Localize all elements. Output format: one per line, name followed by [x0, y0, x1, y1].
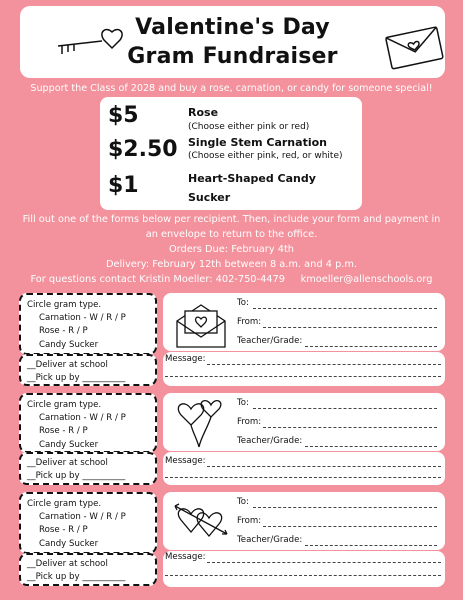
item-name: Rose	[188, 106, 219, 119]
teacher-label: Teacher/Grade:	[237, 436, 303, 446]
message-box	[163, 452, 445, 485]
recipient-box	[163, 293, 445, 351]
message-field[interactable]	[207, 364, 441, 365]
teacher-label: Teacher/Grade:	[237, 336, 303, 346]
item-name: Single Stem Carnation	[188, 136, 327, 149]
price: $1	[108, 173, 139, 198]
from-field[interactable]	[263, 427, 437, 428]
candy-option[interactable]: Candy Sucker	[39, 439, 99, 450]
message-box	[163, 352, 445, 386]
intro-text: Support the Class of 2028 and buy a rose, carnation, or candy for someone special!	[30, 83, 433, 94]
to-label: To:	[237, 298, 249, 308]
gram-type-box: Circle gram type. Carnation - W / R / P Rose - R / P Candy Sucker	[19, 293, 157, 355]
heart-balloons-icon	[171, 395, 231, 449]
envelope-heart-icon	[171, 297, 231, 351]
deliver-at-school-option[interactable]: __Deliver at school	[27, 360, 108, 370]
carnation-option[interactable]: Carnation - W / R / P	[39, 413, 126, 424]
message-field[interactable]	[207, 466, 441, 467]
from-field[interactable]	[263, 327, 437, 328]
to-field[interactable]	[253, 308, 437, 309]
gram-type-box: Circle gram type. Carnation - W / R / P Rose - R / P Candy Sucker	[19, 393, 157, 453]
message-box	[163, 551, 445, 587]
item-name-cont: Sucker	[188, 191, 231, 204]
item-name: Heart-Shaped Candy	[188, 172, 316, 185]
message-label: Message:	[165, 456, 206, 466]
item-description: (Choose either pink, red, or white)	[188, 151, 343, 161]
title-box	[20, 6, 445, 78]
teacher-field[interactable]	[305, 346, 437, 347]
deliver-at-school-option[interactable]: __Deliver at school	[27, 458, 108, 468]
from-label: From:	[237, 516, 262, 526]
carnation-option[interactable]: Carnation - W / R / P	[39, 313, 126, 324]
envelope-icon	[380, 22, 448, 70]
recipient-box	[163, 393, 445, 451]
to-label: To:	[237, 398, 249, 408]
from-label: From:	[237, 317, 262, 327]
to-label: To:	[237, 497, 249, 507]
teacher-field[interactable]	[305, 446, 437, 447]
message-label: Message:	[165, 354, 206, 364]
delivery-info: Delivery: February 12th between 8 a.m. and 4 p.m.	[105, 259, 358, 270]
instructions: Fill out one of the forms below per recipient. Then, include your form and payment in an envelope to return to the office. Orders Due: February 4th Delivery: February 12th between 8 a.m. and 4 p.m. For questions contact Kristin Moeller: 402-750-4479 kmoeller@allenschools.org	[0, 212, 463, 287]
message-field[interactable]	[207, 562, 441, 563]
to-field[interactable]	[253, 408, 437, 409]
price: $2.50	[108, 137, 178, 162]
candy-option[interactable]: Candy Sucker	[39, 538, 99, 549]
deliver-at-school-option[interactable]: __Deliver at school	[27, 559, 108, 569]
pick-up-option[interactable]: __Pick up by __________	[27, 572, 126, 583]
message-field-line2[interactable]	[165, 575, 441, 576]
contact-info: For questions contact Kristin Moeller: 402-750-4479 kmoeller@allenschools.org	[30, 274, 433, 285]
price-list	[100, 97, 362, 210]
from-label: From:	[237, 417, 262, 427]
delivery-box	[19, 553, 157, 586]
message-field-line2[interactable]	[165, 376, 441, 377]
recipient-box	[163, 492, 445, 550]
teacher-label: Teacher/Grade:	[237, 535, 303, 545]
item-description: (Choose either pink or red)	[188, 122, 310, 132]
gram-type-box: Circle gram type. Carnation - W / R / P Rose - R / P Candy Sucker	[19, 492, 157, 554]
price: $5	[108, 103, 139, 128]
message-field-line2[interactable]	[165, 477, 441, 478]
rose-option[interactable]: Rose - R / P	[39, 426, 88, 437]
orders-due: Orders Due: February 4th	[168, 244, 295, 255]
from-field[interactable]	[263, 526, 437, 527]
page-title: Valentine's Day Gram Fundraiser	[127, 15, 338, 69]
candy-option[interactable]: Candy Sucker	[39, 339, 99, 350]
rose-option[interactable]: Rose - R / P	[39, 326, 88, 337]
rose-option[interactable]: Rose - R / P	[39, 525, 88, 536]
teacher-field[interactable]	[305, 545, 437, 546]
to-field[interactable]	[253, 507, 437, 508]
carnation-option[interactable]: Carnation - W / R / P	[39, 512, 126, 523]
message-label: Message:	[165, 552, 206, 562]
delivery-box	[19, 354, 157, 386]
pick-up-option[interactable]: __Pick up by __________	[27, 471, 126, 482]
delivery-box	[19, 452, 157, 485]
two-hearts-arrow-icon	[171, 494, 231, 548]
pick-up-option[interactable]: __Pick up by __________	[27, 373, 126, 384]
